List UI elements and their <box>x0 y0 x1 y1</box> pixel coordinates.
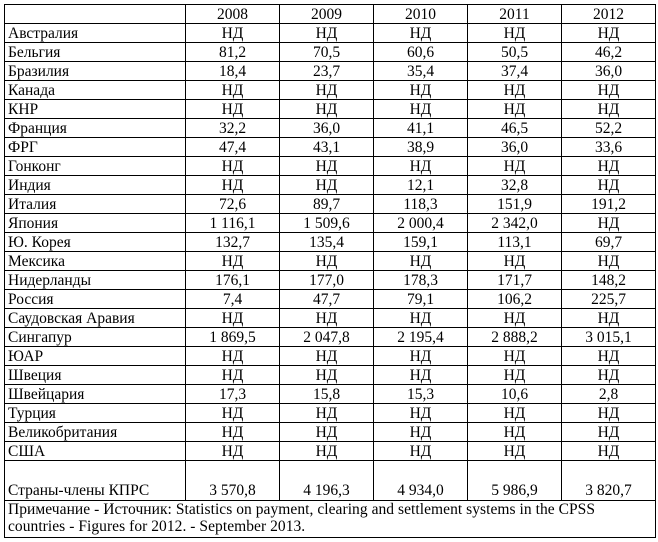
table-cell: НД <box>374 404 468 423</box>
country-name: ФРГ <box>5 138 186 157</box>
table-row <box>5 214 656 233</box>
table-cell: НД <box>468 100 562 119</box>
table-cell: НД <box>374 347 468 366</box>
table-cell: 50,5 <box>468 43 562 62</box>
table-body <box>5 24 656 461</box>
table-cell: НД <box>468 347 562 366</box>
country-name: Канада <box>5 81 186 100</box>
table-row <box>5 100 656 119</box>
header-year-2012: 2012 <box>562 5 656 24</box>
table-cell: 46,5 <box>468 119 562 138</box>
table-cell: НД <box>468 157 562 176</box>
table-cell: НД <box>468 442 562 461</box>
table-row <box>5 328 656 347</box>
table-cell: 37,4 <box>468 62 562 81</box>
table-cell: НД <box>562 309 656 328</box>
table-cell: 2,8 <box>562 385 656 404</box>
table-cell: 7,4 <box>186 290 280 309</box>
table-cell: 43,1 <box>280 138 374 157</box>
table-cell: НД <box>374 81 468 100</box>
country-name: Индия <box>5 176 186 195</box>
table-cell: НД <box>186 404 280 423</box>
table-cell: НД <box>186 252 280 271</box>
table-cell: НД <box>280 81 374 100</box>
table-row <box>5 233 656 252</box>
table-cell: НД <box>562 442 656 461</box>
table-cell: НД <box>562 347 656 366</box>
table-row <box>5 138 656 157</box>
table-cell: НД <box>468 366 562 385</box>
table-cell: НД <box>374 309 468 328</box>
table-cell: НД <box>280 309 374 328</box>
table-cell: 41,1 <box>374 119 468 138</box>
table-cell: 191,2 <box>562 195 656 214</box>
table-cell: НД <box>280 366 374 385</box>
table-row <box>5 442 656 461</box>
country-name: Турция <box>5 404 186 423</box>
table-cell: 106,2 <box>468 290 562 309</box>
table-cell: 151,9 <box>468 195 562 214</box>
table-cell: 2 195,4 <box>374 328 468 347</box>
table-row <box>5 385 656 404</box>
table-row <box>5 81 656 100</box>
country-name: Сингапур <box>5 328 186 347</box>
table-cell: 79,1 <box>374 290 468 309</box>
table-row <box>5 252 656 271</box>
table-cell: НД <box>374 157 468 176</box>
table-cell: НД <box>562 81 656 100</box>
table-cell: 2 000,4 <box>374 214 468 233</box>
header-year-2008: 2008 <box>186 5 280 24</box>
table-cell: НД <box>280 347 374 366</box>
table-row <box>5 62 656 81</box>
country-name: ЮАР <box>5 347 186 366</box>
table-cell: НД <box>468 252 562 271</box>
table-cell: НД <box>186 157 280 176</box>
table-cell: 1 509,6 <box>280 214 374 233</box>
note-row <box>5 501 656 538</box>
table-cell: НД <box>280 404 374 423</box>
table-cell: 69,7 <box>562 233 656 252</box>
table-cell: 1 869,5 <box>186 328 280 347</box>
table-cell: НД <box>468 24 562 43</box>
country-name: Мексика <box>5 252 186 271</box>
country-name: Саудовская Аравия <box>5 309 186 328</box>
table-cell: 12,1 <box>374 176 468 195</box>
table-cell: 132,7 <box>186 233 280 252</box>
country-name: Великобритания <box>5 423 186 442</box>
table-cell: НД <box>562 24 656 43</box>
table-cell: 47,4 <box>186 138 280 157</box>
data-table-container <box>4 4 655 538</box>
table-cell: НД <box>468 423 562 442</box>
table-cell: НД <box>280 423 374 442</box>
country-name: Ю. Корея <box>5 233 186 252</box>
table-cell: НД <box>280 157 374 176</box>
table-cell: НД <box>562 252 656 271</box>
table-cell: 60,6 <box>374 43 468 62</box>
total-label: Страны-члены КПРС <box>5 461 186 501</box>
table-cell: НД <box>374 366 468 385</box>
table-cell: НД <box>186 100 280 119</box>
country-name: Бразилия <box>5 62 186 81</box>
total-value: 4 934,0 <box>374 461 468 501</box>
table-cell: НД <box>562 176 656 195</box>
table-cell: НД <box>562 100 656 119</box>
total-value: 4 196,3 <box>280 461 374 501</box>
table-cell: 72,6 <box>186 195 280 214</box>
total-value: 3 570,8 <box>186 461 280 501</box>
country-name: КНР <box>5 100 186 119</box>
table-cell: 113,1 <box>468 233 562 252</box>
total-value: 3 820,7 <box>562 461 656 501</box>
table-cell: НД <box>468 81 562 100</box>
table-cell: НД <box>562 423 656 442</box>
table-cell: НД <box>562 214 656 233</box>
table-cell: НД <box>374 24 468 43</box>
table-cell: 3 015,1 <box>562 328 656 347</box>
table-cell: 176,1 <box>186 271 280 290</box>
table-cell: 36,0 <box>562 62 656 81</box>
table-cell: НД <box>280 176 374 195</box>
table-cell: 2 047,8 <box>280 328 374 347</box>
table-cell: 81,2 <box>186 43 280 62</box>
table-cell: НД <box>562 157 656 176</box>
table-cell: НД <box>186 309 280 328</box>
table-cell: НД <box>468 309 562 328</box>
country-name: Нидерланды <box>5 271 186 290</box>
table-cell: НД <box>374 252 468 271</box>
table-cell: 171,7 <box>468 271 562 290</box>
table-cell: НД <box>374 442 468 461</box>
table-cell: 118,3 <box>374 195 468 214</box>
table-cell: 47,7 <box>280 290 374 309</box>
table-cell: 38,9 <box>374 138 468 157</box>
table-cell: 35,4 <box>374 62 468 81</box>
table-cell: 32,2 <box>186 119 280 138</box>
total-row <box>5 461 656 501</box>
table-cell: 159,1 <box>374 233 468 252</box>
table-cell: НД <box>186 347 280 366</box>
table-cell: 10,6 <box>468 385 562 404</box>
table-cell: 52,2 <box>562 119 656 138</box>
table-row <box>5 347 656 366</box>
table-cell: НД <box>186 366 280 385</box>
total-value: 5 986,9 <box>468 461 562 501</box>
table-row <box>5 176 656 195</box>
table-cell: 89,7 <box>280 195 374 214</box>
table-cell: 15,3 <box>374 385 468 404</box>
table-cell: НД <box>186 442 280 461</box>
table-cell: НД <box>186 176 280 195</box>
table-cell: НД <box>280 442 374 461</box>
country-name: Гонконг <box>5 157 186 176</box>
country-name: Россия <box>5 290 186 309</box>
table-cell: 70,5 <box>280 43 374 62</box>
table-cell: НД <box>280 252 374 271</box>
table-cell: НД <box>186 81 280 100</box>
table-row <box>5 43 656 62</box>
data-table <box>4 4 656 538</box>
country-name: Швейцария <box>5 385 186 404</box>
table-cell: НД <box>186 423 280 442</box>
table-row <box>5 290 656 309</box>
header-row <box>5 5 656 24</box>
table-cell: 2 888,2 <box>468 328 562 347</box>
table-cell: НД <box>562 366 656 385</box>
table-cell: НД <box>186 24 280 43</box>
table-row <box>5 366 656 385</box>
header-year-2009: 2009 <box>280 5 374 24</box>
header-corner <box>5 5 186 24</box>
table-cell: 46,2 <box>562 43 656 62</box>
table-cell: НД <box>562 404 656 423</box>
table-cell: 148,2 <box>562 271 656 290</box>
table-row <box>5 195 656 214</box>
table-row <box>5 24 656 43</box>
table-cell: 23,7 <box>280 62 374 81</box>
table-cell: 18,4 <box>186 62 280 81</box>
country-name: Австралия <box>5 24 186 43</box>
table-cell: 135,4 <box>280 233 374 252</box>
table-row <box>5 119 656 138</box>
table-cell: НД <box>280 24 374 43</box>
table-cell: 2 342,0 <box>468 214 562 233</box>
table-cell: 17,3 <box>186 385 280 404</box>
table-cell: 178,3 <box>374 271 468 290</box>
table-row <box>5 423 656 442</box>
country-name: США <box>5 442 186 461</box>
table-cell: НД <box>374 100 468 119</box>
country-name: Япония <box>5 214 186 233</box>
table-cell: 177,0 <box>280 271 374 290</box>
table-row <box>5 157 656 176</box>
table-cell: 1 116,1 <box>186 214 280 233</box>
country-name: Бельгия <box>5 43 186 62</box>
table-cell: НД <box>374 423 468 442</box>
header-year-2011: 2011 <box>468 5 562 24</box>
table-cell: 36,0 <box>468 138 562 157</box>
country-name: Италия <box>5 195 186 214</box>
table-cell: 15,8 <box>280 385 374 404</box>
header-year-2010: 2010 <box>374 5 468 24</box>
table-row <box>5 404 656 423</box>
table-cell: НД <box>280 100 374 119</box>
table-cell: 225,7 <box>562 290 656 309</box>
country-name: Франция <box>5 119 186 138</box>
country-name: Швеция <box>5 366 186 385</box>
table-row <box>5 271 656 290</box>
source-note: Примечание - Источник: Statistics on payment, clearing and settlement systems in the CPSS countries - Figures for 2012. - September 2013. <box>5 501 656 538</box>
table-cell: 33,6 <box>562 138 656 157</box>
table-row <box>5 309 656 328</box>
table-cell: 36,0 <box>280 119 374 138</box>
table-cell: 32,8 <box>468 176 562 195</box>
table-cell: НД <box>468 404 562 423</box>
